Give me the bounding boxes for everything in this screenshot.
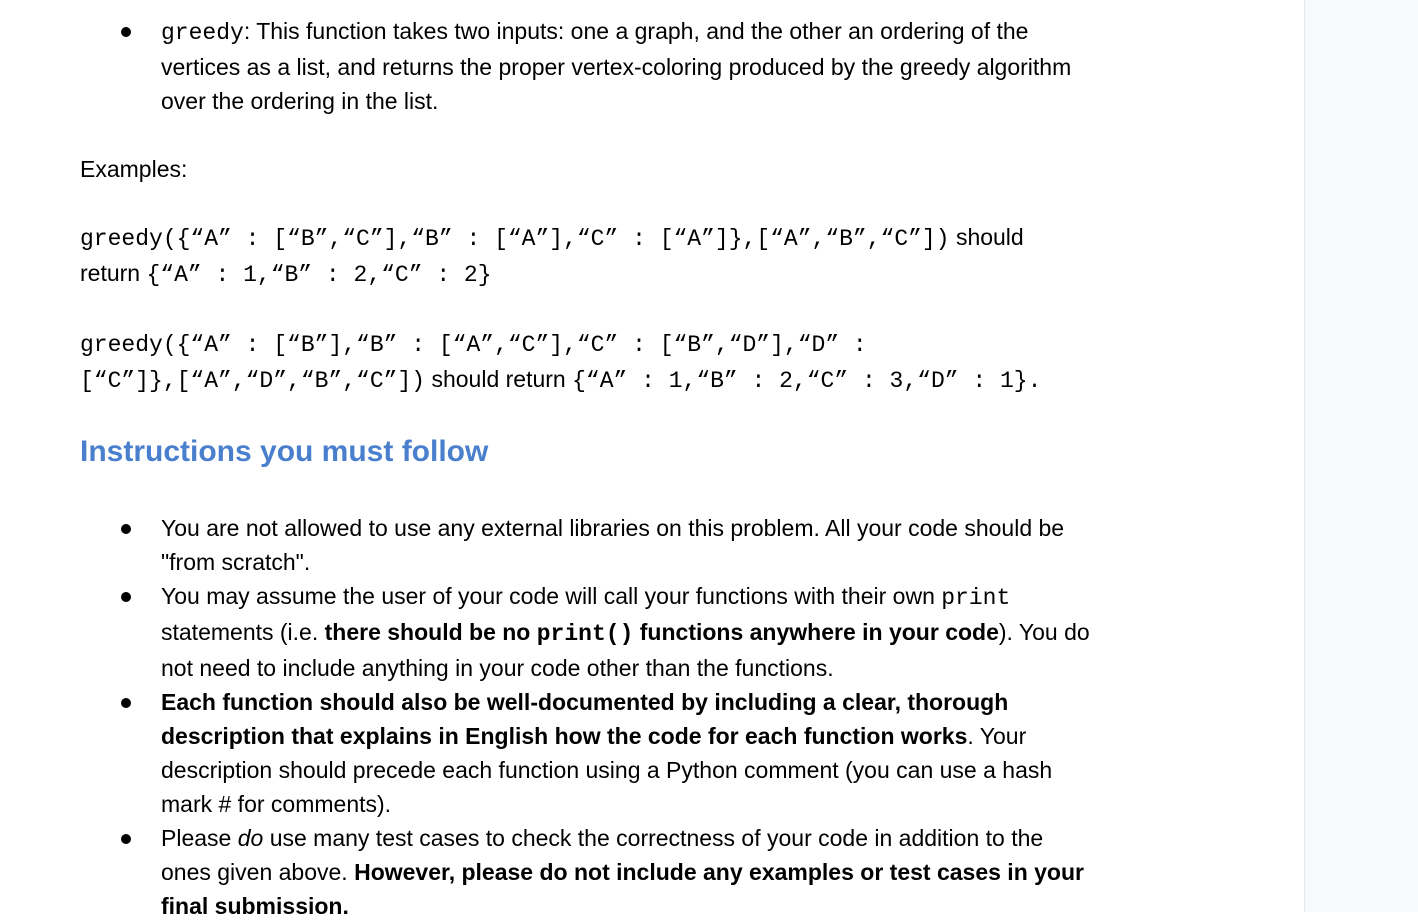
example-2-code: greedy({“A” : [“B”],“B” : [“A”,“C”],“C” : [“B”,“D”],“D” : xyxy=(80,332,867,358)
example-2-code-cont: [“C”]},[“A”,“D”,“B”,“C”]) xyxy=(80,368,426,394)
document-content xyxy=(80,0,1140,923)
instruction-item-3: Each function should also be well-documented by including a clear, thorough description that explains in English how the code for each function works. Your description should precede each function using a Python comment (you can use a hash mark # for comments). xyxy=(80,685,1140,821)
side-panel xyxy=(1304,0,1418,912)
instruction-item-2: You may assume the user of your code will call your functions with their own print statements (i.e. there should be no print() functions anywhere in your code). You do not need to include anything in your code other than the functions. xyxy=(80,579,1140,685)
greedy-desc-line-3: over the ordering in the list. xyxy=(161,88,439,114)
example-1-text: should xyxy=(955,224,1024,250)
list-item-greedy xyxy=(80,14,1140,118)
print-call-code: print() xyxy=(536,621,634,647)
bullet-icon xyxy=(121,592,131,602)
greedy-desc-line-1: : This function takes two inputs: one a graph, and the other an ordering of the xyxy=(243,18,1029,44)
print-code: print xyxy=(941,585,1011,611)
examples-label: Examples: xyxy=(80,156,188,182)
instruction-item-4: Please do use many test cases to check the correctness of your code in addition to the ones given above. However, please do not include any examples or test cases in your final submission. xyxy=(80,821,1140,923)
example-2-result: {“A” : 1,“B” : 2,“C” : 3,“D” : 1}. xyxy=(572,368,1042,394)
bullet-icon xyxy=(121,698,131,708)
greedy-desc-line-2: vertices as a list, and returns the proper vertex-coloring produced by the greedy algorithm xyxy=(161,54,1072,80)
example-1-result: {“A” : 1,“B” : 2,“C” : 2} xyxy=(146,262,492,288)
example-2 xyxy=(80,326,1140,398)
bullet-icon xyxy=(121,27,131,37)
example-1-code: greedy({“A” : [“B”,“C”],“B” : [“A”],“C” : [“A”]},[“A”,“B”,“C”]) xyxy=(80,226,950,252)
bullet-icon xyxy=(121,524,131,534)
instructions-heading: Instructions you must follow xyxy=(80,435,489,468)
instruction-item-1: You are not allowed to use any external libraries on this problem. All your code should be "from scratch". xyxy=(80,511,1140,579)
bullet-icon xyxy=(121,834,131,844)
example-1 xyxy=(80,220,1140,292)
example-2-text: should return xyxy=(431,366,566,392)
function-name: greedy xyxy=(161,20,244,46)
function-list xyxy=(80,14,1140,118)
instructions-list xyxy=(80,511,1140,923)
example-1-return-text: return xyxy=(80,260,141,286)
